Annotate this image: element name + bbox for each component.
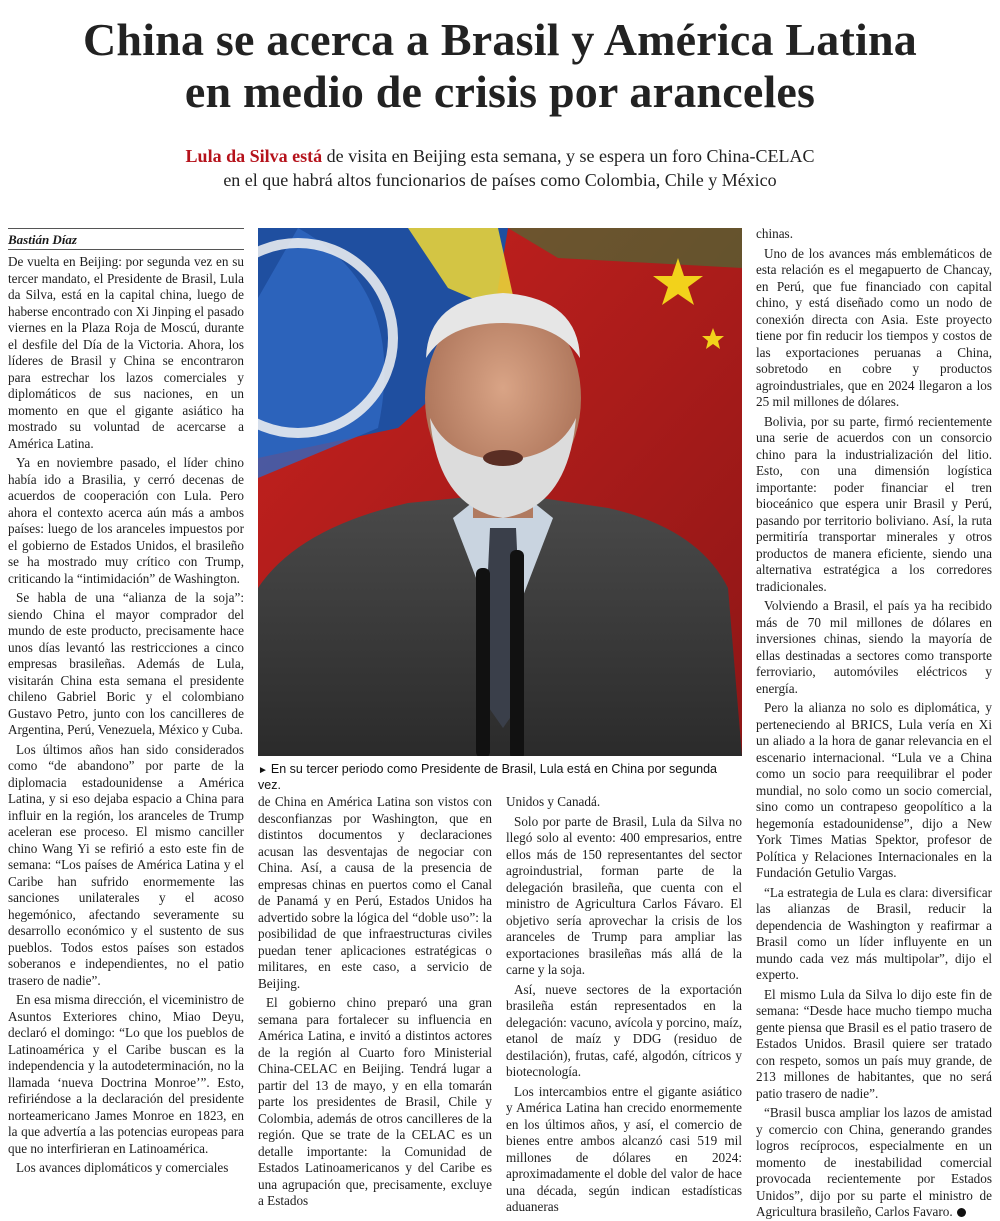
subheadline — [120, 144, 880, 192]
paragraph: Los últimos años han sido considerados como “de abandono” por parte de la diplomacia estadounidense a América Latina, y si eso dejaba espacio a China para influir en la región, los aranceles de Trump aceleran ese proceso. El mismo canciller chino Wang Yi se refirió a esto este fin de semana: “Los países de América Latina y el Caribe han sufrido enormemente las sanciones unilaterales y el acoso hegemónico, afectando severamente su desarrollo económico y el sustento de sus pueblos. Todos estos países son estados soberanos e independientes, no el patio trasero de nadie”. — [8, 741, 244, 988]
microphone-right — [510, 550, 524, 756]
paragraph — [756, 1105, 992, 1221]
paragraph: “La estrategia de Lula es clara: diversificar las alianzas de Brasil, reducir la dependencia de Washington y reafirmar a Brasil como un líder influyente en un mundo cada vez más multipolar”, dijo el experto. — [756, 884, 992, 982]
paragraph: Los avances diplomáticos y comerciales — [16, 1160, 229, 1175]
subheadline-line-1: de visita en Beijing esta semana, y se espera un foro China-CELAC — [322, 146, 815, 166]
headline — [0, 14, 1000, 118]
caption-arrow-icon: ► — [258, 765, 268, 776]
headline-line-2: en medio de crisis por aranceles — [184, 66, 816, 117]
photo-caption-text: En su tercer periodo como Presidente de Brasil, Lula está en China por segunda vez. — [258, 762, 718, 792]
paragraph: Ya en noviembre pasado, el líder chino había ido a Brasilia, y cerró decenas de acuerdos de cooperación con Lula. Pero ahora el contexto acerca aún más a ambos países: luego de los aranceles impuestos por el gobierno de Estados Unidos, el brasileño se ha mostrado muy crítico con Trump, criticando la “intimidación” de Washington. — [8, 455, 244, 586]
paragraph: De vuelta en Beijing: por segunda vez en su tercer mandato, el Presidente de Brasil, Lula da Silva, está en la capital china, luego de haberse encontrado con Xi Jinping el pasado viernes en la Plaza Roja de Moscú, durante el desfile del Día de la Victoria. Ahora, los líderes de Brasil y China se encontraron para estrechar los lazos comerciales y diplomáticos de sus naciones, en un momento en que el gigante asiático ha mostrado su voluntad de acercarse a América Latina. — [8, 254, 244, 451]
microphone-left — [476, 568, 490, 756]
paragraph: chinas. — [756, 226, 793, 241]
paragraph: Bolivia, por su parte, firmó recientemente una serie de acuerdos con un consorcio chino para la industrialización del litio. Esto, con una dimensión logística importante: poder financiar el tren bioceánico que espera unir Brasil y Perú, pasando por territorio boliviano. Así, la ruta permitiría transportar minerales y otros productos de manera eficiente, siendo una alternativa estratégica a los corredores tradicionales. — [756, 413, 992, 594]
article-column-3 — [506, 794, 742, 1214]
paragraph: Se habla de una “alianza de la soja”: siendo China el mayor comprador del mundo de este producto, precisamente hace unos días levantó las restricciones a cinco empresas brasileñas. Además de Lula, visitarán China esta semana el presidente chileno Gabriel Boric y el colombiano Gustavo Petro, junto con los cancilleres de Argentina, Perú, Venezuela, México y Cuba. — [8, 590, 244, 737]
paragraph: El mismo Lula da Silva lo dijo este fin de semana: “Desde hace mucho tiempo mucha gente piensa que Brasil es el patio trasero de Estados Unidos. Brasil quiere ser tratado con respeto, somos un país muy grande, de 213 millones de habitantes, que no será patio trasero de nadie”. — [756, 986, 992, 1101]
paragraph: Así, nueve sectores de la exportación brasileña están representados en la delegación: vacuno, avícola y porcino, maíz, etanol de maíz y DDG (residuo de destilación), frutas, café, algodón, cítricos y biotecnología. — [506, 981, 742, 1079]
article-column-2 — [258, 794, 492, 1208]
paragraph: Los intercambios entre el gigante asiático y América Latina han crecido enormemente en los últimos años, y así, el comercio de bienes entre ambos alcanzó casi 519 mil millones de dólares en 2024: aproximadamente el doble del valor de hace una década, según indican estadísticas aduaneras — [506, 1083, 742, 1214]
subheadline-line-2: en el que habrá altos funcionarios de países como Colombia, Chile y México — [223, 170, 777, 190]
byline: Bastián Díaz — [8, 228, 244, 250]
article-column-4 — [756, 226, 992, 1219]
paragraph: En esa misma dirección, el viceministro de Asuntos Exteriores chino, Miao Deyu, declaró el domingo: “Lo que los pueblos de Latinoamérica y el Caribe buscan es la independencia y la autodeterminación, no la llamada ‘nueva Doctrina Monroe’”. Esto, refiriéndose a la declaración del presidente norteamericano James Monroe en 1823, en la que advertía a las potencias europeas para que no interfirieran en Latinoamérica. — [8, 992, 244, 1156]
headline-line-1: China se acerca a Brasil y América Latina — [83, 14, 917, 65]
paragraph: Uno de los avances más emblemáticos de esta relación es el megapuerto de Chancay, en Perú, que fue financiado con capital chino, y está diseñado como un nodo de conexión directa con Asia. Este proyecto tiene por fin reducir los tiempos y costos de las exportaciones peruanas a China, sobretodo en cobre y productos agroindustriales, que en 2024 llegaron a los 25 mil millones de dólares. — [756, 245, 992, 409]
subheadline-lead: Lula da Silva está — [185, 146, 323, 166]
paragraph: El gobierno chino preparó una gran semana para fortalecer su influencia en América Latina, e invitó a distintos actores de la región al Cuarto foro Ministerial China-CELAC en Beijing. Tendrá lugar a partir del 13 de mayo, y en ella tomarán parte los presidentes de Brasil, Chile y Colombia, además de otros cancilleres de la región. Que se trate de la CELAC es un detalle importante: la Comunidad de Estados Latinoamericanos y del Caribe es una agrupación que, precisamente, excluye a Estados — [258, 995, 492, 1208]
paragraph: Pero la alianza no solo es diplomática, y perteneciendo al BRICS, Lula vería en Xi un aliado a la hora de ganar relevancia en el escenario internacional. “Lula ve a China como un socio para reequilibrar el poder mundial, no solo como un socio comercial, sino como un contrapeso geopolítico a la hegemonía estadounidense”, dijo a New York Times Matias Spektor, profesor de Política y Relaciones Internacionales en la Fundación Getulio Vargas. — [756, 700, 992, 880]
paragraph: Volviendo a Brasil, el país ya ha recibido más de 70 mil millones de dólares en inversiones chinas, siendo la mayoría de ellas destinadas a sectores como transporte ferroviario, automóviles eléctricos y energía. — [756, 598, 992, 696]
photo-illustration — [258, 228, 742, 756]
final-paragraph-text: “Brasil busca ampliar los lazos de amistad y comercio con China, generando grandes logros recíprocos, especialmente en un momento de inestabilidad comercial provocada recientemente por Estados Unidos”, dijo por su parte el ministro de Agricultura brasileño, Carlos Favaro. — [756, 1105, 992, 1219]
article-column-1 — [8, 254, 244, 1174]
end-of-article-icon — [957, 1208, 966, 1217]
photo-caption — [258, 762, 742, 793]
paragraph: Unidos y Canadá. — [506, 794, 601, 809]
lula-photo — [258, 228, 742, 756]
paragraph: de China en América Latina son vistos con desconfianzas por Washington, que en distintos documentos y declaraciones acusan las desventajas de negociar con China. Así, a causa de la presencia de empresas chinas en puertos como el Canal de Panamá y en Perú, Estados Unidos ha advertido sobre la lógica del “doble uso”: la posibilidad de que infraestructuras civiles puedan tener aplicaciones estratégicas o militares, en este caso, a servicio de Beijing. — [258, 794, 492, 991]
paragraph: Solo por parte de Brasil, Lula da Silva no llegó solo al evento: 400 empresarios, entre ellos más de 150 representantes del sector agroindustrial, forman parte de la delegación brasileña, que cuenta con el ministro de Agricultura Carlos Fávaro. El objetivo sería aprovechar la crisis de los aranceles de Trump para ampliar las exportaciones brasileñas más allá de la carne y la soja. — [506, 813, 742, 977]
